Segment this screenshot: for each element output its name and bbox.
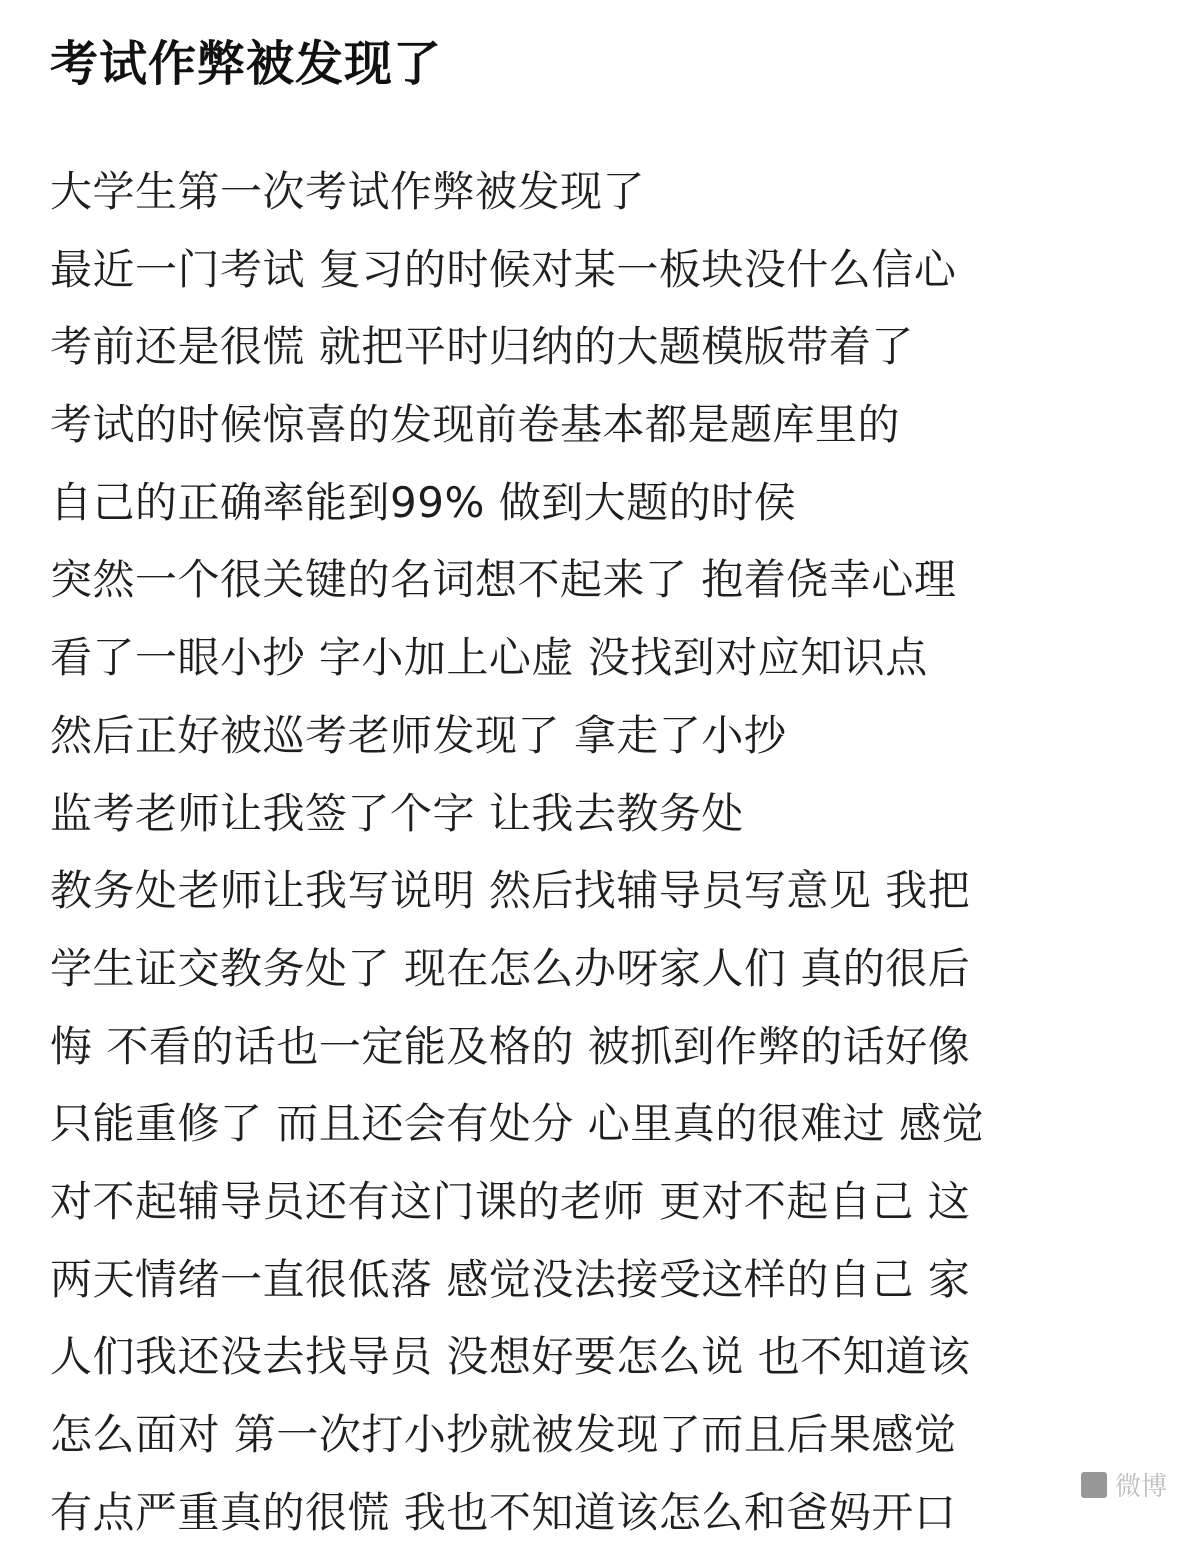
post-body-line: 最近一门考试 复习的时候对某一板块没什么信心 <box>50 244 957 294</box>
post-body-line: 人们我还没去找导员 没想好要怎么说 也不知道该 <box>50 1332 971 1382</box>
post-body-line: 然后正好被巡考老师发现了 拿走了小抄 <box>50 710 787 760</box>
post-body-line: 监考老师让我签了个字 让我去教务处 <box>50 788 744 838</box>
post-body-line: 突然一个很关键的名词想不起来了 抱着侥幸心理 <box>50 555 957 605</box>
watermark <box>1081 1466 1167 1503</box>
post-body-line: 有点严重真的很慌 我也不知道该怎么和爸妈开口 <box>50 1487 957 1537</box>
post-body-line: 自己的正确率能到99% 做到大题的时侯 <box>50 477 797 527</box>
post-body-line: 教务处老师让我写说明 然后找辅导员写意见 我把 <box>50 866 971 916</box>
post-body-line: 考前还是很慌 就把平时归纳的大题模版带着了 <box>50 322 914 372</box>
post-body-line: 对不起辅导员还有这门课的老师 更对不起自己 这 <box>50 1176 971 1226</box>
post-body-line: 怎么面对 第一次打小抄就被发现了而且后果感觉 <box>50 1410 957 1459</box>
post-body-line: 两天情绪一直很低落 感觉没法接受这样的自己 家 <box>50 1254 971 1304</box>
post-body-line: 大学生第一次考试作弊被发现了 <box>50 167 646 216</box>
post-body-line: 考试的时候惊喜的发现前卷基本都是题库里的 <box>50 400 901 450</box>
post-body-line: 悔 不看的话也一定能及格的 被抓到作弊的话好像 <box>50 1021 971 1071</box>
post-container <box>50 0 1160 1551</box>
watermark-logo-icon <box>1081 1472 1107 1498</box>
post-body-line: 只能重修了 而且还会有处分 心里真的很难过 感觉 <box>50 1099 985 1149</box>
post-body <box>50 153 1160 1551</box>
post-body-line: 学生证交教务处了 现在怎么办呀家人们 真的很后 <box>50 943 971 993</box>
post-title: 考试作弊被发现了 <box>50 36 443 92</box>
watermark-text: 微博 <box>1114 1472 1167 1502</box>
post-body-line: 看了一眼小抄 字小加上心虚 没找到对应知识点 <box>50 633 928 683</box>
